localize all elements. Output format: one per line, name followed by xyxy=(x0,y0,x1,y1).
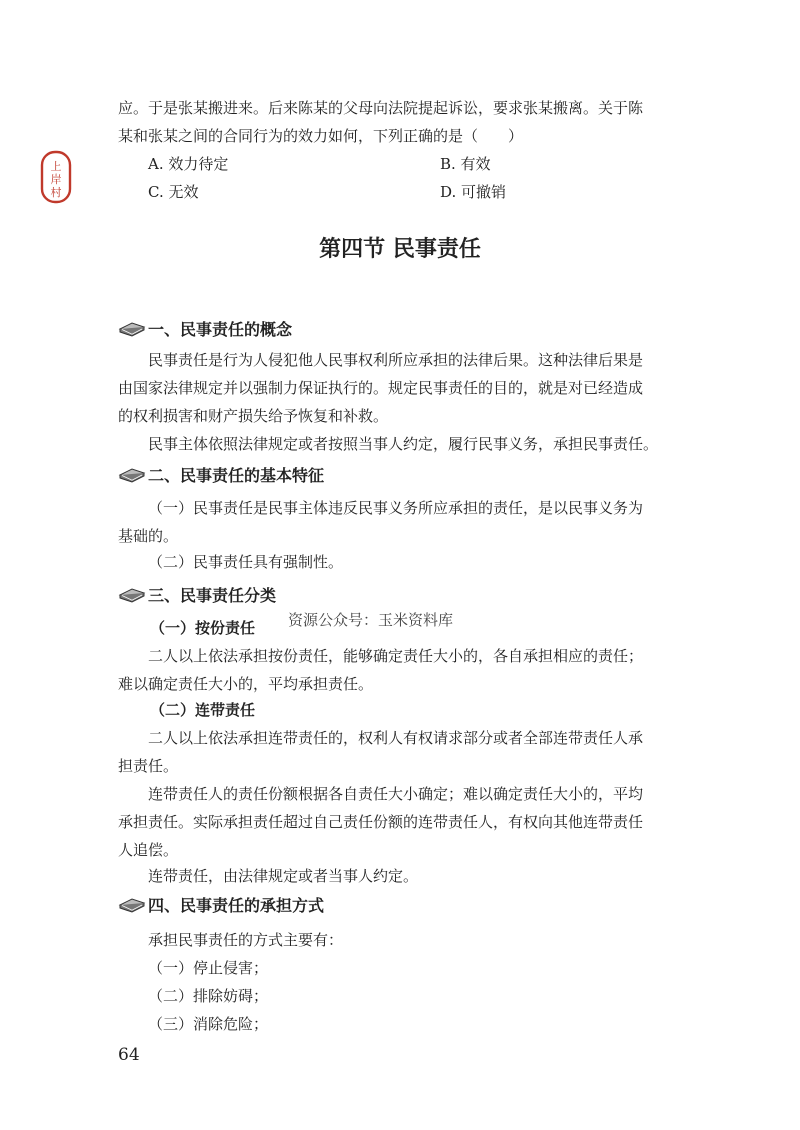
question-line-2: 某和张某之间的合同行为的效力如何，下列正确的是（ ） xyxy=(118,127,524,145)
paragraph-line: 二人以上依法承担连带责任的，权利人有权请求部分或者全部连带责任人承 xyxy=(148,729,644,747)
option-c: C. 无效 xyxy=(148,183,199,201)
question-line-1: 应。于是张某搬进来。后来陈某的父母向法院提起诉讼，要求张某搬离。关于陈 xyxy=(118,99,644,117)
paragraph-line: 民事主体依照法律规定或者按照当事人约定，履行民事义务，承担民事责任。 xyxy=(148,435,659,453)
paragraph-line: 民事责任是行为人侵犯他人民事权利所应承担的法律后果。这种法律后果是 xyxy=(148,351,644,369)
paragraph-line: 承担民事责任的方式主要有： xyxy=(148,931,344,949)
svg-text:岸: 岸 xyxy=(50,173,62,186)
heading-concept xyxy=(118,314,292,342)
list-item: （一）停止侵害； xyxy=(148,959,269,977)
paragraph-line: 的权利损害和财产损失给予恢复和补救。 xyxy=(118,407,389,425)
paragraph-line: 难以确定责任大小的，平均承担责任。 xyxy=(118,675,374,693)
heading-text: 三、民事责任分类 xyxy=(148,585,277,605)
paragraph-line: 由国家法律规定并以强制力保证执行的。规定民事责任的目的，就是对已经造成 xyxy=(118,379,644,397)
seal-logo xyxy=(40,150,72,204)
svg-text:上: 上 xyxy=(50,160,62,173)
book-stack-icon xyxy=(118,465,146,483)
paragraph-line: 基础的。 xyxy=(118,527,179,545)
paragraph-line: 承担责任。实际承担责任超过自己责任份额的连带责任人，有权向其他连带责任 xyxy=(118,813,644,831)
heading-classification xyxy=(118,580,276,608)
list-item: （二）排除妨碍； xyxy=(148,987,269,1005)
page-number: 64 xyxy=(118,1045,140,1065)
option-b: B. 有效 xyxy=(440,155,491,173)
book-stack-icon xyxy=(118,895,146,913)
list-item: （三）消除危险； xyxy=(148,1015,269,1033)
paragraph-line: 人追偿。 xyxy=(118,841,179,859)
heading-text: 一、民事责任的概念 xyxy=(148,319,293,339)
paragraph-line: 连带责任，由法律规定或者当事人约定。 xyxy=(148,867,419,885)
subheading-joint: （二）连带责任 xyxy=(150,701,256,719)
paragraph-line: （二）民事责任具有强制性。 xyxy=(148,553,344,571)
paragraph-line: 担责任。 xyxy=(118,757,179,775)
heading-methods xyxy=(118,890,324,918)
watermark-text: 资源公众号：玉米资料库 xyxy=(288,611,454,629)
book-stack-icon xyxy=(118,585,146,603)
section-title: 第四节 民事责任 xyxy=(319,237,481,262)
option-a: A. 效力待定 xyxy=(148,155,229,173)
book-stack-icon xyxy=(118,319,146,337)
heading-features xyxy=(118,460,324,488)
option-d: D. 可撤销 xyxy=(440,183,507,201)
paragraph-line: 连带责任人的责任份额根据各自责任大小确定；难以确定责任大小的，平均 xyxy=(148,785,644,803)
subheading-proportional: （一）按份责任 xyxy=(150,619,256,637)
paragraph-line: 二人以上依法承担按份责任，能够确定责任大小的，各自承担相应的责任； xyxy=(148,647,644,665)
heading-text: 二、民事责任的基本特征 xyxy=(148,465,325,485)
svg-text:村: 村 xyxy=(50,186,62,199)
paragraph-line: （一）民事责任是民事主体违反民事义务所应承担的责任，是以民事义务为 xyxy=(148,499,644,517)
heading-text: 四、民事责任的承担方式 xyxy=(148,895,325,915)
